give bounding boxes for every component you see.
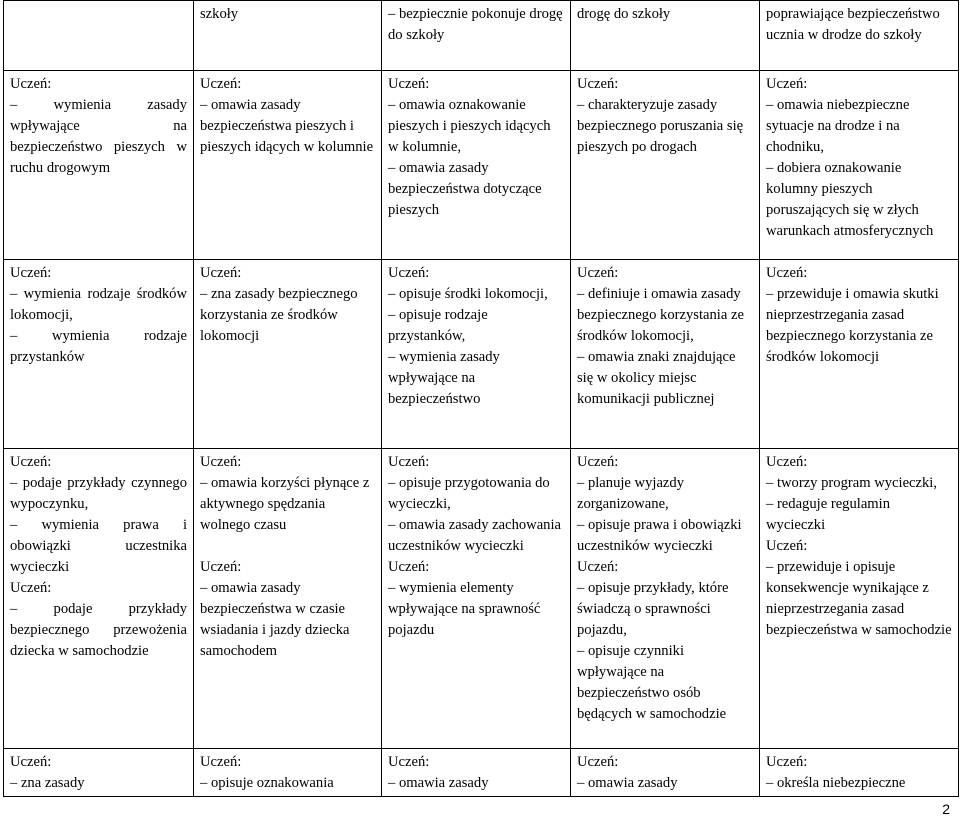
table-row <box>4 260 959 449</box>
table-cell: Uczeń: – opisuje środki lokomocji, – opisuje rodzaje przystanków, – wymienia zasady wpływające na bezpieczeństwo <box>382 260 571 449</box>
table-cell: Uczeń: – omawia oznakowanie pieszych i pieszych idących w kolumnie, – omawia zasady bezpieczeństwa dotyczące pieszych <box>382 71 571 260</box>
table-cell: Uczeń: – omawia zasady bezpieczeństwa pieszych i pieszych idących w kolumnie <box>194 71 382 260</box>
table-cell: Uczeń: – przewiduje i omawia skutki nieprzestrzegania zasad bezpiecznego korzystania ze środków lokomocji <box>760 260 959 449</box>
table-cell: Uczeń: – określa niebezpieczne <box>760 749 959 797</box>
table-row <box>4 749 959 797</box>
page-number: 2 <box>942 801 950 817</box>
table-cell: Uczeń: – tworzy program wycieczki, – redaguje regulamin wycieczki Uczeń: – przewiduje i opisuje konsekwencje wynikające z nieprzestrzegania zasad bezpieczeństwa w samochodzie <box>760 449 959 749</box>
table-row <box>4 71 959 260</box>
header-cell: szkoły <box>194 1 382 71</box>
table-cell: Uczeń: – zna zasady bezpiecznego korzystania ze środków lokomocji <box>194 260 382 449</box>
table-cell: Uczeń: – definiuje i omawia zasady bezpiecznego korzystania ze środków lokomocji, – omawia znaki znajdujące się w okolicy miejsc komunikacji publicznej <box>571 260 760 449</box>
header-cell: – bezpiecznie pokonuje drogę do szkoły <box>382 1 571 71</box>
table-row <box>4 449 959 749</box>
table-cell: Uczeń: – omawia niebezpieczne sytuacje na drodze i na chodniku, – dobiera oznakowanie kolumny pieszych poruszających się w złych warunkach atmosferycznych <box>760 71 959 260</box>
table-cell: Uczeń: – omawia zasady <box>571 749 760 797</box>
table-cell: Uczeń: – charakteryzuje zasady bezpiecznego poruszania się pieszych po drogach <box>571 71 760 260</box>
header-cell <box>4 1 194 71</box>
header-cell: poprawiające bezpieczeństwo ucznia w drodze do szkoły <box>760 1 959 71</box>
table-header-row <box>4 1 959 71</box>
table-cell: Uczeń: – planuje wyjazdy zorganizowane, – opisuje prawa i obowiązki uczestników wycieczki Uczeń: – opisuje przykłady, które świadczą o sprawności pojazdu, – opisuje czynniki wpływające na bezpieczeństwo osób będących w samochodzie <box>571 449 760 749</box>
table-cell: Uczeń: – opisuje przygotowania do wycieczki, – omawia zasady zachowania uczestników wycieczki Uczeń: – wymienia elementy wpływające na sprawność pojazdu <box>382 449 571 749</box>
header-cell: drogę do szkoły <box>571 1 760 71</box>
table-cell: Uczeń: – zna zasady <box>4 749 194 797</box>
table-cell: Uczeń: – wymienia rodzaje środków lokomocji, – wymienia rodzaje przystanków <box>4 260 194 449</box>
table-cell: Uczeń: – omawia zasady <box>382 749 571 797</box>
table-cell: Uczeń: – omawia korzyści płynące z aktywnego spędzania wolnego czasu Uczeń: – omawia zasady bezpieczeństwa w czasie wsiadania i jazdy dziecka samochodem <box>194 449 382 749</box>
table-cell: Uczeń: – opisuje oznakowania <box>194 749 382 797</box>
table-cell: Uczeń: – podaje przykłady czynnego wypoczynku, – wymienia prawa i obowiązki uczestnika wycieczki Uczeń: – podaje przykłady bezpiecznego przewożenia dziecka w samochodzie <box>4 449 194 749</box>
table-cell: Uczeń: – wymienia zasady wpływające na bezpieczeństwo pieszych w ruchu drogowym <box>4 71 194 260</box>
requirements-table <box>3 0 959 797</box>
